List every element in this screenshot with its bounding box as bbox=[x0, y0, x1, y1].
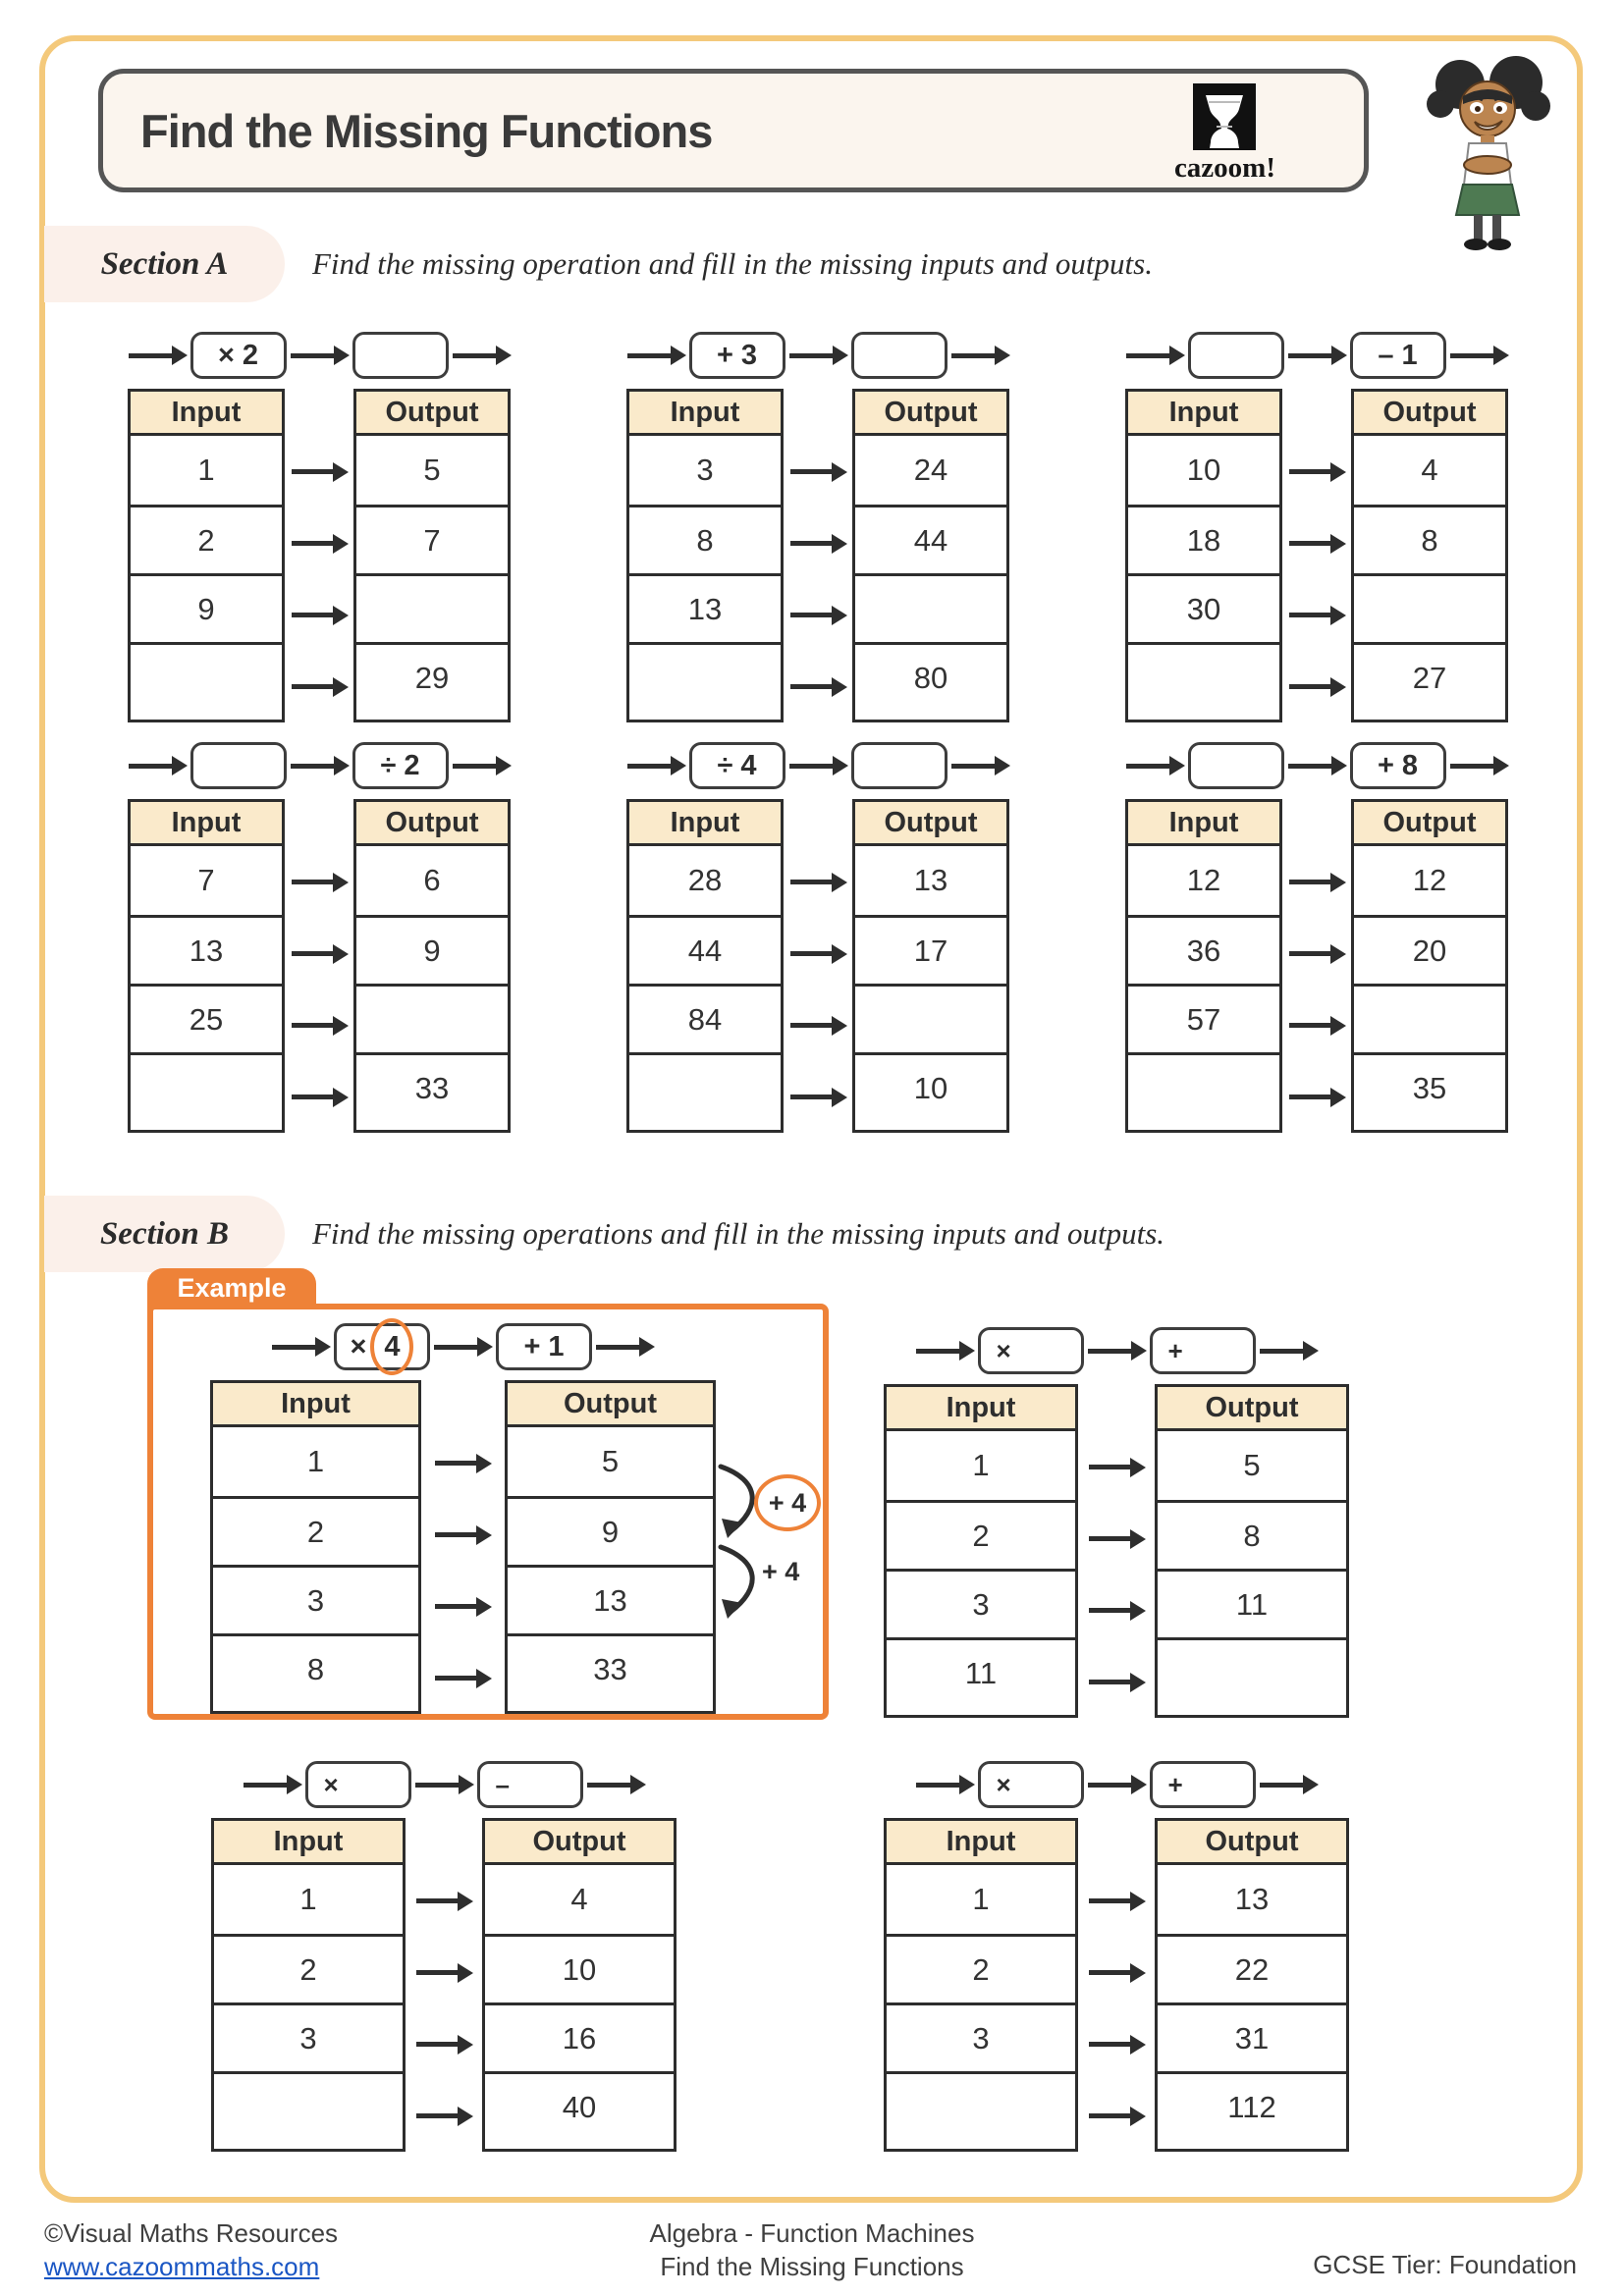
operation-box[interactable] bbox=[1188, 332, 1284, 379]
input-table bbox=[884, 1384, 1078, 1718]
input-table bbox=[626, 799, 784, 1133]
input-header: Input bbox=[629, 802, 781, 846]
input-cell[interactable] bbox=[131, 642, 282, 711]
output-cell: 5 bbox=[1243, 1448, 1261, 1482]
input-header: Input bbox=[214, 1821, 403, 1865]
flow-arrow-icon bbox=[244, 1783, 289, 1788]
output-table bbox=[353, 389, 511, 722]
input-table bbox=[1125, 389, 1282, 722]
flow-arrow-icon bbox=[790, 469, 834, 474]
output-header: Output bbox=[855, 802, 1006, 846]
cazoom-logo bbox=[1174, 83, 1275, 185]
flow-arrow-icon bbox=[292, 951, 335, 956]
flow-arrow-icon bbox=[1289, 613, 1332, 617]
flow-arrow-icon bbox=[1089, 1608, 1132, 1613]
operation-box[interactable]: × bbox=[978, 1761, 1084, 1808]
input-cell: 13 bbox=[131, 915, 282, 984]
flow-arrow-icon bbox=[1126, 764, 1171, 769]
flow-arrow-icon bbox=[627, 353, 673, 358]
operation-symbol: × bbox=[350, 1330, 367, 1362]
output-table bbox=[852, 389, 1009, 722]
function-machine bbox=[1125, 332, 1508, 722]
input-table bbox=[128, 799, 285, 1133]
operation-row bbox=[626, 332, 1009, 379]
output-cell: 4 bbox=[1421, 453, 1438, 487]
output-table bbox=[1155, 1818, 1349, 2152]
operation-box[interactable] bbox=[190, 742, 287, 789]
input-cell: 1 bbox=[299, 1882, 317, 1916]
flow-arrow-icon bbox=[1289, 541, 1332, 546]
operation-box[interactable]: × bbox=[305, 1761, 411, 1808]
operation-box: + 3 bbox=[689, 332, 785, 379]
flow-arrow-icon bbox=[1260, 1349, 1305, 1354]
input-cell: 2 bbox=[214, 1934, 403, 2002]
input-header: Input bbox=[1128, 392, 1279, 436]
input-header: Input bbox=[887, 1821, 1075, 1865]
input-table bbox=[210, 1380, 421, 1714]
flow-arrow-icon bbox=[790, 613, 834, 617]
example-tab: Example bbox=[147, 1268, 316, 1317]
input-cell[interactable] bbox=[214, 2071, 403, 2140]
copyright-text: ©Visual Maths Resources bbox=[44, 2218, 339, 2248]
brand-name: cazoom! bbox=[1173, 152, 1275, 184]
input-cell: 2 bbox=[131, 505, 282, 573]
example-box bbox=[147, 1304, 829, 1720]
output-header: Output bbox=[356, 392, 508, 436]
operation-row bbox=[626, 742, 1009, 789]
output-cell: 9 bbox=[356, 915, 508, 984]
input-cell: 7 bbox=[197, 863, 215, 897]
input-cell[interactable] bbox=[629, 1052, 781, 1121]
input-cell: 84 bbox=[629, 984, 781, 1052]
flow-arrow-icon bbox=[435, 1676, 478, 1681]
flow-arrow-icon bbox=[1089, 1536, 1132, 1541]
output-cell: 8 bbox=[1354, 505, 1505, 573]
circled-answer: 4 bbox=[370, 1318, 413, 1375]
flow-arrow-icon bbox=[1126, 353, 1171, 358]
operation-box[interactable]: – bbox=[477, 1761, 583, 1808]
flow-arrow-icon bbox=[1289, 880, 1332, 884]
input-cell: 8 bbox=[213, 1633, 418, 1702]
output-header: Output bbox=[1158, 1821, 1346, 1865]
flow-arrow-icon bbox=[1089, 1680, 1132, 1684]
flow-arrow-icon bbox=[1088, 1349, 1133, 1354]
flow-arrow-icon bbox=[916, 1783, 961, 1788]
machine-b3 bbox=[884, 1761, 1349, 2152]
flow-arrow-icon bbox=[790, 951, 834, 956]
flow-arrow-icon bbox=[1288, 764, 1333, 769]
example-difference-annotation: + 4 bbox=[762, 1557, 800, 1586]
row-arrows-column bbox=[285, 799, 353, 1133]
output-cell[interactable] bbox=[356, 573, 508, 642]
function-machine bbox=[1125, 742, 1508, 1133]
machine-a3 bbox=[1125, 332, 1508, 722]
output-cell: 16 bbox=[485, 2002, 674, 2071]
output-cell: 27 bbox=[1354, 642, 1505, 711]
output-cell[interactable] bbox=[1354, 984, 1505, 1052]
input-cell: 3 bbox=[214, 2002, 403, 2071]
output-header: Output bbox=[485, 1821, 674, 1865]
row-arrows-column bbox=[1078, 1384, 1155, 1718]
input-cell: 8 bbox=[629, 505, 781, 573]
output-cell: 10 bbox=[855, 1052, 1006, 1121]
output-table bbox=[1351, 389, 1508, 722]
output-table bbox=[1155, 1384, 1349, 1718]
flow-arrow-icon bbox=[416, 2113, 460, 2118]
output-table bbox=[482, 1818, 677, 2152]
function-machine bbox=[626, 742, 1009, 1133]
function-machine bbox=[210, 1323, 716, 1714]
output-cell: 112 bbox=[1158, 2071, 1346, 2140]
flow-arrow-icon bbox=[790, 1095, 834, 1099]
output-cell: 13 bbox=[1234, 1882, 1270, 1916]
output-cell: 29 bbox=[356, 642, 508, 711]
input-cell: 12 bbox=[1186, 863, 1221, 897]
flow-arrow-icon bbox=[916, 1349, 961, 1354]
output-cell: 10 bbox=[485, 1934, 674, 2002]
operation-box[interactable]: + bbox=[1150, 1761, 1256, 1808]
row-arrows-column bbox=[285, 389, 353, 722]
output-header: Output bbox=[1158, 1387, 1346, 1431]
function-machine bbox=[884, 1761, 1349, 2152]
input-cell[interactable] bbox=[131, 1052, 282, 1121]
output-cell[interactable] bbox=[1158, 1637, 1346, 1706]
input-cell: 3 bbox=[887, 1569, 1075, 1637]
operation-box[interactable] bbox=[851, 742, 947, 789]
input-cell: 13 bbox=[629, 573, 781, 642]
flow-arrow-icon bbox=[272, 1345, 317, 1350]
input-header: Input bbox=[131, 392, 282, 436]
input-cell: 18 bbox=[1128, 505, 1279, 573]
output-cell: 5 bbox=[601, 1444, 620, 1478]
operation-row bbox=[128, 332, 511, 379]
flow-arrow-icon bbox=[292, 613, 335, 617]
machine-a4 bbox=[128, 742, 511, 1133]
input-cell: 3 bbox=[213, 1565, 418, 1633]
student-character-illustration bbox=[1414, 55, 1561, 251]
flow-arrow-icon bbox=[292, 880, 335, 884]
row-arrows-column bbox=[406, 1818, 482, 2152]
input-table bbox=[1125, 799, 1282, 1133]
input-header: Input bbox=[131, 802, 282, 846]
operation-box[interactable]: × bbox=[978, 1327, 1084, 1374]
operation-row bbox=[211, 1761, 677, 1808]
flow-arrow-icon bbox=[789, 353, 835, 358]
footer-topic: Algebra - Function Machines bbox=[649, 2218, 975, 2248]
output-cell: 4 bbox=[570, 1882, 588, 1916]
section-b-label: Section B bbox=[44, 1196, 285, 1272]
output-header: Output bbox=[855, 392, 1006, 436]
flow-arrow-icon bbox=[1089, 1465, 1132, 1469]
input-cell: 1 bbox=[306, 1444, 325, 1478]
input-cell: 28 bbox=[687, 863, 723, 897]
input-cell: 11 bbox=[887, 1637, 1075, 1706]
flow-arrow-icon bbox=[1288, 353, 1333, 358]
flow-arrow-icon bbox=[951, 764, 997, 769]
output-cell[interactable] bbox=[855, 984, 1006, 1052]
machine-b2 bbox=[211, 1761, 677, 2152]
output-header: Output bbox=[356, 802, 508, 846]
input-cell: 1 bbox=[972, 1882, 990, 1916]
flow-arrow-icon bbox=[291, 764, 336, 769]
operation-row bbox=[128, 742, 511, 789]
operation-box[interactable] bbox=[352, 332, 449, 379]
flow-arrow-icon bbox=[1289, 1023, 1332, 1028]
flow-arrow-icon bbox=[292, 684, 335, 689]
flow-arrow-icon bbox=[951, 353, 997, 358]
flow-arrow-icon bbox=[789, 764, 835, 769]
flow-arrow-icon bbox=[291, 353, 336, 358]
operation-box: – 1 bbox=[1350, 332, 1446, 379]
row-arrows-column bbox=[1078, 1818, 1155, 2152]
section-a-label: Section A bbox=[44, 226, 285, 302]
operation-box: + 8 bbox=[1350, 742, 1446, 789]
input-cell: 2 bbox=[887, 1500, 1075, 1569]
output-cell: 20 bbox=[1354, 915, 1505, 984]
output-cell: 5 bbox=[423, 453, 441, 487]
flow-arrow-icon bbox=[1088, 1783, 1133, 1788]
flow-arrow-icon bbox=[292, 469, 335, 474]
flow-arrow-icon bbox=[1289, 1095, 1332, 1099]
output-cell: 33 bbox=[356, 1052, 508, 1121]
input-cell: 36 bbox=[1128, 915, 1279, 984]
output-cell: 22 bbox=[1158, 1934, 1346, 2002]
input-cell: 1 bbox=[197, 453, 215, 487]
flow-arrow-icon bbox=[415, 1783, 460, 1788]
footer-worksheet-title: Find the Missing Functions bbox=[660, 2252, 964, 2281]
output-cell: 13 bbox=[508, 1565, 713, 1633]
flow-arrow-icon bbox=[790, 684, 834, 689]
operation-box[interactable] bbox=[1188, 742, 1284, 789]
operation-box[interactable]: + bbox=[1150, 1327, 1256, 1374]
output-cell: 12 bbox=[1412, 863, 1447, 897]
section-a-instruction: Find the missing operation and fill in the missing inputs and outputs. bbox=[312, 246, 1153, 281]
function-machine bbox=[128, 332, 511, 722]
output-cell[interactable] bbox=[855, 573, 1006, 642]
operation-row bbox=[884, 1761, 1349, 1808]
input-cell[interactable] bbox=[629, 642, 781, 711]
flow-arrow-icon bbox=[435, 1461, 478, 1466]
output-table bbox=[852, 799, 1009, 1133]
input-cell: 9 bbox=[131, 573, 282, 642]
row-arrows-column bbox=[1282, 799, 1351, 1133]
flow-arrow-icon bbox=[453, 353, 498, 358]
example-difference-annotation-circled: + 4 bbox=[754, 1474, 821, 1531]
flow-arrow-icon bbox=[1089, 1970, 1132, 1975]
output-table bbox=[505, 1380, 716, 1714]
output-table bbox=[353, 799, 511, 1133]
input-cell: 57 bbox=[1128, 984, 1279, 1052]
title-box bbox=[98, 69, 1369, 192]
input-cell: 2 bbox=[887, 1934, 1075, 2002]
input-table bbox=[211, 1818, 406, 2152]
flow-arrow-icon bbox=[596, 1345, 641, 1350]
operation-box bbox=[334, 1323, 430, 1370]
output-table bbox=[1351, 799, 1508, 1133]
flow-arrow-icon bbox=[416, 1898, 460, 1903]
flow-arrow-icon bbox=[1289, 951, 1332, 956]
output-header: Output bbox=[1354, 392, 1505, 436]
output-cell: 35 bbox=[1354, 1052, 1505, 1121]
row-arrows-column bbox=[1282, 389, 1351, 722]
flow-arrow-icon bbox=[790, 1023, 834, 1028]
flow-arrow-icon bbox=[790, 541, 834, 546]
input-cell: 10 bbox=[1186, 453, 1221, 487]
output-cell: 24 bbox=[913, 453, 948, 487]
function-machine bbox=[626, 332, 1009, 722]
input-cell[interactable] bbox=[1128, 642, 1279, 711]
input-cell: 1 bbox=[972, 1448, 990, 1482]
row-arrows-column bbox=[784, 799, 852, 1133]
output-cell: 40 bbox=[485, 2071, 674, 2140]
machine-example bbox=[210, 1323, 716, 1714]
machine-a5 bbox=[626, 742, 1009, 1133]
operation-row bbox=[1125, 742, 1508, 789]
row-arrows-column bbox=[421, 1380, 505, 1714]
output-cell: 31 bbox=[1158, 2002, 1346, 2071]
input-cell[interactable] bbox=[887, 2071, 1075, 2140]
function-machine bbox=[128, 742, 511, 1133]
flow-arrow-icon bbox=[416, 2042, 460, 2047]
output-cell: 11 bbox=[1158, 1569, 1346, 1637]
operation-row bbox=[884, 1327, 1349, 1374]
output-cell: 13 bbox=[913, 863, 948, 897]
input-cell: 44 bbox=[629, 915, 781, 984]
flow-arrow-icon bbox=[434, 1345, 479, 1350]
operation-box: ÷ 2 bbox=[352, 742, 449, 789]
operation-box: × 2 bbox=[190, 332, 287, 379]
machine-a1 bbox=[128, 332, 511, 722]
flow-arrow-icon bbox=[129, 353, 174, 358]
output-cell: 8 bbox=[1158, 1500, 1346, 1569]
output-cell: 80 bbox=[855, 642, 1006, 711]
operation-row bbox=[1125, 332, 1508, 379]
output-cell: 7 bbox=[356, 505, 508, 573]
website-link[interactable]: www.cazoommaths.com bbox=[44, 2252, 320, 2281]
flow-arrow-icon bbox=[292, 1095, 335, 1099]
flow-arrow-icon bbox=[1289, 469, 1332, 474]
flow-arrow-icon bbox=[416, 1970, 460, 1975]
operation-box: + 1 bbox=[496, 1323, 592, 1370]
row-arrows-column bbox=[784, 389, 852, 722]
flow-arrow-icon bbox=[1450, 353, 1495, 358]
output-cell[interactable] bbox=[1354, 573, 1505, 642]
input-table bbox=[128, 389, 285, 722]
function-machine bbox=[884, 1327, 1349, 1718]
section-b-instruction: Find the missing operations and fill in the missing inputs and outputs. bbox=[312, 1216, 1165, 1251]
flow-arrow-icon bbox=[1089, 2042, 1132, 2047]
input-cell: 30 bbox=[1128, 573, 1279, 642]
drum-icon bbox=[1193, 83, 1256, 150]
output-cell: 44 bbox=[855, 505, 1006, 573]
page-title: Find the Missing Functions bbox=[140, 104, 713, 157]
input-table bbox=[626, 389, 784, 722]
flow-arrow-icon bbox=[292, 541, 335, 546]
flow-arrow-icon bbox=[790, 880, 834, 884]
flow-arrow-icon bbox=[435, 1532, 478, 1537]
flow-arrow-icon bbox=[453, 764, 498, 769]
machine-a6 bbox=[1125, 742, 1508, 1133]
input-header: Input bbox=[213, 1383, 418, 1427]
flow-arrow-icon bbox=[435, 1604, 478, 1609]
input-table bbox=[884, 1818, 1078, 2152]
footer-tier: GCSE Tier: Foundation bbox=[1313, 2250, 1577, 2279]
output-header: Output bbox=[508, 1383, 713, 1427]
output-cell: 33 bbox=[508, 1633, 713, 1702]
flow-arrow-icon bbox=[1450, 764, 1495, 769]
input-cell: 25 bbox=[131, 984, 282, 1052]
operation-box: ÷ 4 bbox=[689, 742, 785, 789]
output-cell: 17 bbox=[855, 915, 1006, 984]
flow-arrow-icon bbox=[129, 764, 174, 769]
input-header: Input bbox=[629, 392, 781, 436]
input-cell[interactable] bbox=[1128, 1052, 1279, 1121]
input-cell: 3 bbox=[696, 453, 714, 487]
flow-arrow-icon bbox=[1089, 1898, 1132, 1903]
flow-arrow-icon bbox=[292, 1023, 335, 1028]
operation-row bbox=[210, 1323, 716, 1370]
output-header: Output bbox=[1354, 802, 1505, 846]
operation-box[interactable] bbox=[851, 332, 947, 379]
flow-arrow-icon bbox=[1089, 2113, 1132, 2118]
input-cell: 3 bbox=[887, 2002, 1075, 2071]
input-header: Input bbox=[887, 1387, 1075, 1431]
flow-arrow-icon bbox=[1260, 1783, 1305, 1788]
input-cell: 2 bbox=[213, 1496, 418, 1565]
flow-arrow-icon bbox=[1289, 684, 1332, 689]
flow-arrow-icon bbox=[587, 1783, 632, 1788]
function-machine bbox=[211, 1761, 677, 2152]
input-header: Input bbox=[1128, 802, 1279, 846]
output-cell[interactable] bbox=[356, 984, 508, 1052]
flow-arrow-icon bbox=[627, 764, 673, 769]
machine-b1 bbox=[884, 1327, 1349, 1718]
output-cell: 9 bbox=[508, 1496, 713, 1565]
machine-a2 bbox=[626, 332, 1009, 722]
output-cell: 6 bbox=[423, 863, 441, 897]
